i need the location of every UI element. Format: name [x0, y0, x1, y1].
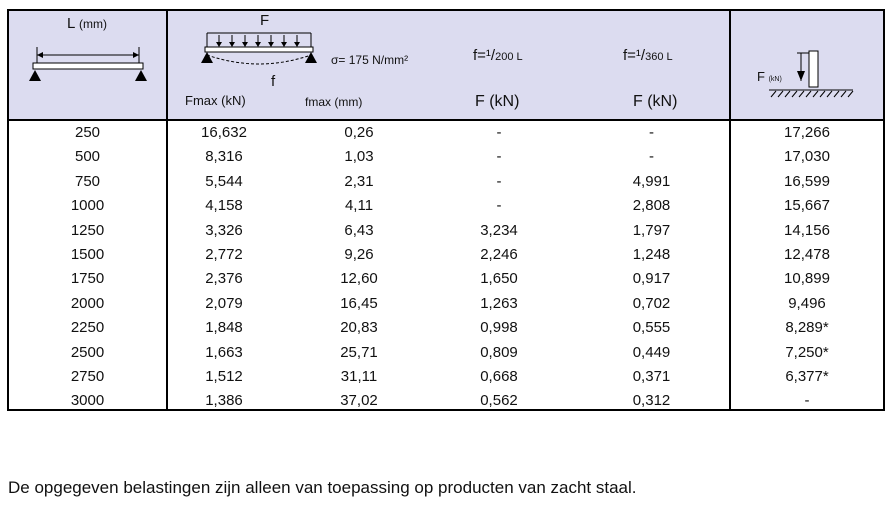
load-l200-cell: - [496, 172, 502, 190]
load-l200-cell: 1,263 [480, 294, 518, 312]
fmax-force-cell: 2,079 [205, 294, 243, 312]
fmax-deflection-cell: 9,26 [344, 246, 374, 263]
load-l200-cell: 0,998 [480, 319, 518, 337]
cantilever-load-cell: 15,667 [784, 197, 830, 215]
fmax-deflection-cell: 12,60 [340, 270, 378, 288]
span-cell: 500 [74, 148, 101, 166]
fmax-deflection-label: fmax (mm) [305, 95, 363, 109]
span-label [67, 15, 107, 32]
span-cell: 1000 [70, 197, 105, 215]
table-row [9, 316, 883, 340]
cantilever-load-cell: 17,266 [784, 124, 830, 141]
span-cell: 2250 [70, 319, 105, 337]
load-l200-cell: 0,562 [480, 392, 518, 410]
load-l200-cell: 0,809 [480, 343, 518, 361]
cantilever-load-cell: 16,599 [784, 172, 830, 190]
fmax-deflection-cell: 20,83 [340, 319, 378, 337]
cantilever-load-cell: 9,496 [788, 294, 826, 312]
span-cell: 1250 [70, 221, 105, 239]
fmax-deflection-cell: 37,02 [340, 392, 378, 410]
span-cell: 1500 [70, 246, 105, 263]
span-cell: 3000 [70, 392, 105, 410]
load-l200-cell: 3,234 [480, 221, 518, 239]
fmax-deflection-cell: 25,71 [340, 343, 378, 361]
col3-criterion-sub: 200 L [495, 51, 523, 63]
col3-criterion [473, 47, 523, 64]
fmax-force-cell: 5,544 [205, 172, 243, 190]
beam-span-diagram [23, 41, 153, 91]
span-cell: 2500 [70, 343, 105, 361]
load-l360-cell: 1,248 [632, 246, 671, 263]
load-l200-cell: - [496, 148, 502, 166]
fmax-force-cell: 1,663 [205, 343, 243, 361]
table-row [9, 365, 883, 389]
fmax-force-label: Fmax (kN) [185, 93, 246, 108]
cantilever-load-cell: 17,030 [784, 148, 830, 166]
col4-unit: F (kN) [633, 93, 678, 110]
load-l360-cell: 0,917 [632, 270, 671, 288]
fmax-deflection-cell: 16,45 [340, 294, 378, 312]
distributed-load-diagram [199, 31, 329, 93]
fmax-force-cell: 2,772 [205, 246, 243, 263]
load-l360-cell: 0,555 [632, 319, 671, 337]
fmax-deflection-cell: 6,43 [344, 221, 374, 239]
col4-criterion-sub: 360 L [645, 51, 673, 63]
load-l360-cell: - [649, 124, 654, 141]
col3-criterion-prefix: f=¹/ [473, 47, 496, 64]
table-header [9, 11, 883, 121]
span-cell: 750 [74, 172, 101, 190]
load-l360-cell: 4,991 [632, 172, 671, 190]
fmax-force-cell: 1,512 [205, 368, 243, 385]
load-table [7, 9, 885, 411]
fmax-force-cell: 1,848 [205, 319, 243, 337]
fmax-deflection-cell: 4,11 [344, 197, 374, 215]
load-l200-cell: 2,246 [480, 246, 518, 263]
cantilever-load-cell: 10,899 [784, 270, 830, 288]
fmax-deflection-cell: 0,26 [344, 124, 374, 141]
table-row [9, 292, 883, 316]
fmax-deflection-cell: 1,03 [344, 148, 374, 166]
table-row [9, 267, 883, 291]
cantilever-load-cell: 6,377* [785, 368, 829, 385]
fmax-deflection-cell: 31,11 [340, 368, 378, 385]
cantilever-force-letter: F [757, 69, 765, 84]
cantilever-load-cell: - [804, 392, 810, 410]
cantilever-load-cell: 12,478 [784, 246, 830, 263]
col4-criterion-prefix: f=¹/ [623, 47, 646, 64]
fmax-force-cell: 1,386 [205, 392, 243, 410]
load-l200-cell: 0,668 [480, 368, 518, 385]
span-cell: 2000 [70, 294, 105, 312]
table-row [9, 243, 883, 267]
table-row [9, 389, 883, 413]
cantilever-force-unit: (kN) [768, 76, 782, 83]
span-letter: L [67, 15, 75, 32]
table-row [9, 170, 883, 194]
span-unit: (mm) [78, 17, 107, 31]
load-l360-cell: 0,371 [632, 368, 671, 385]
footnote: De opgegeven belastingen zijn alleen van toepassing op producten van zacht staal. [8, 478, 637, 497]
col4-criterion [623, 47, 673, 64]
fmax-force-cell: 8,316 [205, 148, 243, 166]
fmax-force-cell: 3,326 [205, 221, 243, 239]
table-row [9, 341, 883, 365]
table-row [9, 219, 883, 243]
span-cell: 250 [74, 124, 101, 141]
span-cell: 2750 [70, 368, 105, 385]
load-l360-cell: 0,449 [632, 343, 671, 361]
span-cell: 1750 [70, 270, 105, 288]
load-l360-cell: 2,808 [632, 197, 671, 215]
load-l360-cell: 0,312 [632, 392, 671, 410]
load-l360-cell: - [649, 148, 654, 166]
table-row [9, 194, 883, 218]
fmax-force-cell: 4,158 [205, 197, 243, 215]
cantilever-load-cell: 7,250* [785, 343, 829, 361]
load-l200-cell: 1,650 [480, 270, 518, 288]
load-l200-cell: - [496, 124, 502, 141]
fmax-deflection-cell: 2,31 [344, 172, 374, 190]
col3-unit: F (kN) [475, 93, 520, 110]
cantilever-diagram [767, 49, 857, 101]
load-l360-cell: 1,797 [632, 221, 671, 239]
stress-label: σ= 175 N/mm² [331, 53, 409, 67]
table-row [9, 121, 883, 145]
fmax-force-cell: 16,632 [201, 124, 247, 141]
load-l360-cell: 0,702 [632, 294, 671, 312]
load-l200-cell: - [496, 197, 502, 215]
deflection-label: f [271, 73, 276, 90]
cantilever-load-cell: 14,156 [784, 221, 830, 239]
fmax-force-cell: 2,376 [205, 270, 243, 288]
cantilever-load-cell: 8,289* [785, 319, 829, 337]
load-label: F [260, 12, 270, 29]
table-row [9, 145, 883, 169]
